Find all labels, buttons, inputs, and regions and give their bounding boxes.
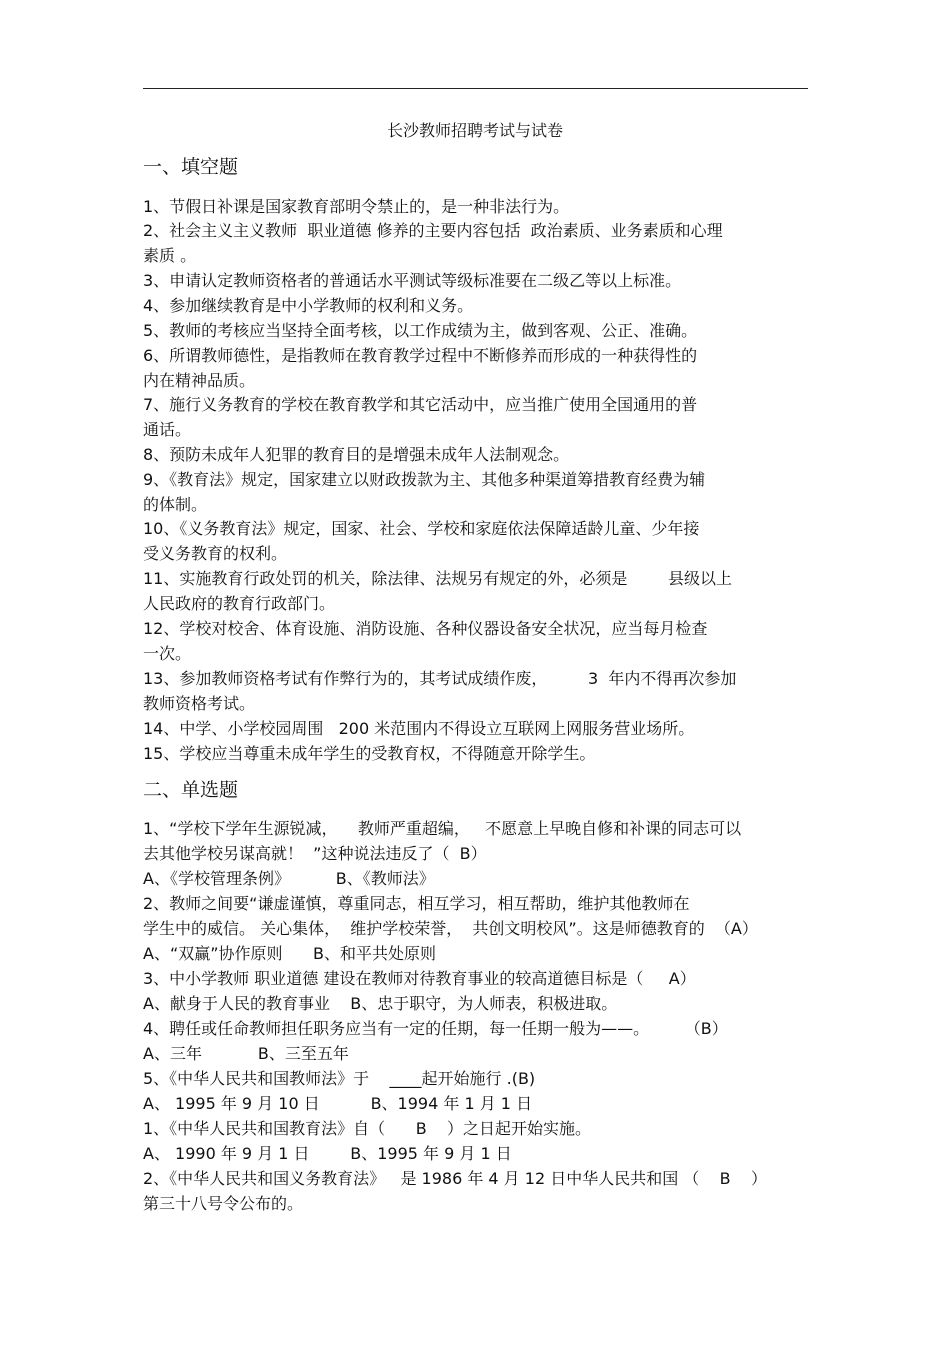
- choice-item-6: 1、《中华人民共和国教育法》自（ B ）之日起开始实施。: [143, 1119, 592, 1138]
- fill-in-item-13: 13、参加教师资格考试有作弊行为的，其考试成绩作废， 3 年内不得再次参加 教师资格考试。: [143, 669, 737, 713]
- choice-item-1: 1、“学校下学年生源锐减， 教师严重超编， 不愿意上早晚自修和补课的同志可以 去其他学校另谋高就！ ”这种说法违反了（ B）: [143, 819, 742, 863]
- choice-options-6: A、 1990 年 9 月 1 日 B、1995 年 9 月 1 日: [143, 1144, 512, 1163]
- choice-options-1: A、《学校管理条例》 B、《教师法》: [143, 869, 435, 888]
- choice-options-5: A、 1995 年 9 月 10 日 B、1994 年 1 月 1 日: [143, 1094, 533, 1113]
- choice-item-2: 2、教师之间要“谦虚谨慎，尊重同志，相互学习，相互帮助，维护其他教师在 学生中的威信。 关心集体， 维护学校荣誉， 共创文明校风”。这是师德教育的 （A）: [143, 894, 758, 938]
- fill-in-item-4: 4、参加继续教育是中小学教师的权利和义务。: [143, 296, 474, 315]
- fill-in-item-15: 15、学校应当尊重未成年学生的受教育权，不得随意开除学生。: [143, 744, 596, 763]
- fill-in-item-12: 12、学校对校舍、体育设施、消防设施、各种仪器设备安全状况，应当每月检查 一次。: [143, 619, 708, 663]
- choice-options-4: A、三年 B、三至五年: [143, 1044, 349, 1063]
- fill-in-item-6: 6、所谓教师德性，是指教师在教育教学过程中不断修养而形成的一种获得性的 内在精神品质。: [143, 346, 698, 390]
- choice-item-4: 4、聘任或任命教师担任职务应当有一定的任期，每一任期一般为——。 （B）: [143, 1019, 728, 1038]
- fill-in-item-1: 1、节假日补课是国家教育部明令禁止的，是一种非法行为。: [143, 197, 570, 216]
- document-title: 长沙教师招聘考试与试卷: [386, 121, 563, 140]
- fill-in-item-3: 3、申请认定教师资格者的普通话水平测试等级标准要在二级乙等以上标准。: [143, 271, 682, 290]
- fill-in-item-7: 7、施行义务教育的学校在教育教学和其它活动中，应当推广使用全国通用的普 通话。: [143, 395, 698, 439]
- fill-in-item-2: 2、社会主义主义教师 职业道德 修养的主要内容包括 政治素质、业务素质和心理 素质 。: [143, 221, 723, 265]
- fill-in-item-8: 8、预防未成年人犯罪的教育目的是增强未成年人法制观念。: [143, 445, 570, 464]
- fill-in-item-9: 9、《教育法》规定，国家建立以财政拨款为主、其他多种渠道筹措教育经费为辅 的体制。: [143, 470, 706, 514]
- fill-in-item-11: 11、实施教育行政处罚的机关，除法律、法规另有规定的外，必须是 县级以上 人民政府的教育行政部门。: [143, 569, 733, 613]
- choice-item-3: 3、中小学教师 职业道德 建设在教师对待教育事业的较高道德目标是（ A）: [143, 969, 696, 988]
- fill-in-item-10: 10、《义务教育法》规定，国家、社会、学校和家庭依法保障适龄儿童、少年接 受义务教育的权利。: [143, 519, 700, 563]
- fill-in-item-5: 5、教师的考核应当坚持全面考核，以工作成绩为主，做到客观、公正、准确。: [143, 321, 698, 340]
- section-heading-fill-in: 一、填空题: [143, 156, 239, 178]
- choice-item-7: 2、《中华人民共和国义务教育法》 是 1986 年 4 月 12 日中华人民共和国 （ B ） 第三十八号令公布的。: [143, 1169, 767, 1213]
- header-rule: [143, 88, 808, 89]
- fill-in-item-14: 14、中学、小学校园周围 200 米范围内不得设立互联网上网服务营业场所。: [143, 719, 695, 738]
- choice-options-3: A、献身于人民的教育事业 B、忠于职守，为人师表，积极进取。: [143, 994, 618, 1013]
- section-heading-single-choice: 二、单选题: [143, 779, 239, 801]
- choice-item-5: 5、《中华人民共和国教师法》于 ____起开始施行 .(B): [143, 1069, 536, 1088]
- choice-options-2: A、“双赢”协作原则 B、和平共处原则: [143, 944, 437, 963]
